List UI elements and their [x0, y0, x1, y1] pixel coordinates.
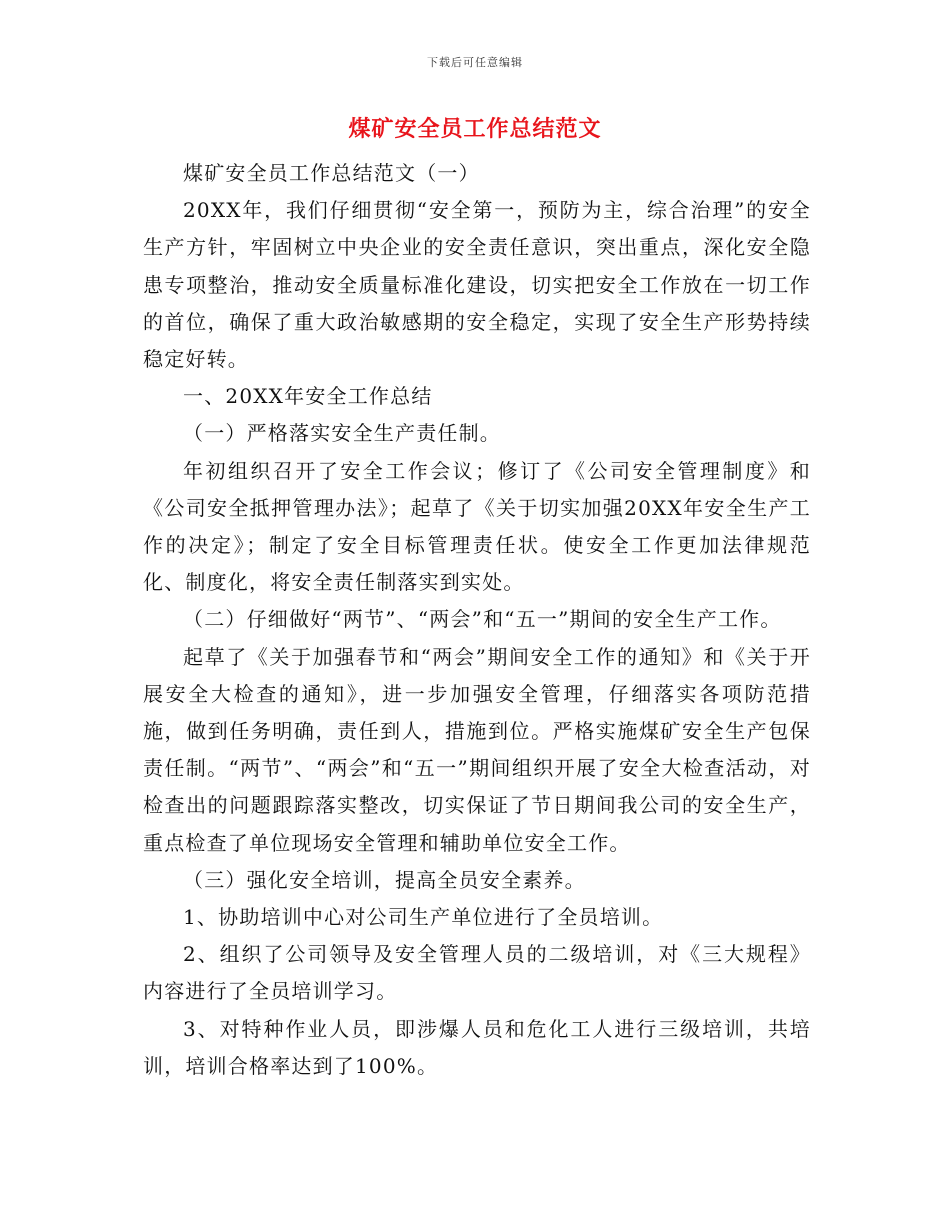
paragraph: 年初组织召开了安全工作会议；修订了《公司安全管理制度》和《公司安全抵押管理办法》；起草了《关于切实加强20XX年安全生产工作的决定》；制定了安全目标管理责任状。使安全工作更加法律规范化、制度化，将安全责任制落实到实处。 [143, 458, 811, 595]
subsection-heading-1: （一）严格落实安全生产责任制。 [183, 421, 501, 446]
paragraph-intro: 20XX年，我们仔细贯彻“安全第一，预防为主，综合治理”的安全生产方针，牢固树立中央企业的安全责任意识，突出重点，深化安全隐患专项整治，推动安全质量标准化建设，切实把安全工作放在一切工作的首位，确保了重大政治敏感期的安全稳定，实现了安全生产形势持续稳定好转。 [143, 198, 811, 372]
list-item: 1、协助培训中心对公司生产单位进行了全员培训。 [183, 905, 664, 930]
header-note: 下载后可任意编辑 [427, 56, 523, 69]
subsection-heading-3: （三）强化安全培训，提高全员安全素养。 [183, 867, 586, 892]
document-title: 煤矿安全员工作总结范文 [348, 116, 602, 142]
document-body [143, 155, 811, 1085]
subsection-heading-2: （二）仔细做好“两节”、“两会”和“五一”期间的安全生产工作。 [183, 607, 782, 632]
list-item: 2、组织了公司领导及安全管理人员的二级培训，对《三大规程》内容进行了全员培训学习。 [143, 942, 811, 1004]
section-heading-1: 一、20XX年安全工作总结 [183, 384, 433, 409]
paragraph: 起草了《关于加强春节和“两会”期间安全工作的通知》和《关于开展安全大检查的通知》，进一步加强安全管理，仔细落实各项防范措施，做到任务明确，责任到人，措施到位。严格实施煤矿安全生产包保责任制。“两节”、“两会”和“五一”期间组织开展了安全大检查活动，对检查出的问题跟踪落实整改，切实保证了节日期间我公司的安全生产，重点检查了单位现场安全管理和辅助单位安全工作。 [143, 644, 811, 855]
list-item: 3、对特种作业人员，即涉爆人员和危化工人进行三级培训，共培训，培训合格率达到了100%。 [143, 1016, 811, 1078]
paragraph-subtitle: 煤矿安全员工作总结范文（一） [183, 161, 480, 185]
